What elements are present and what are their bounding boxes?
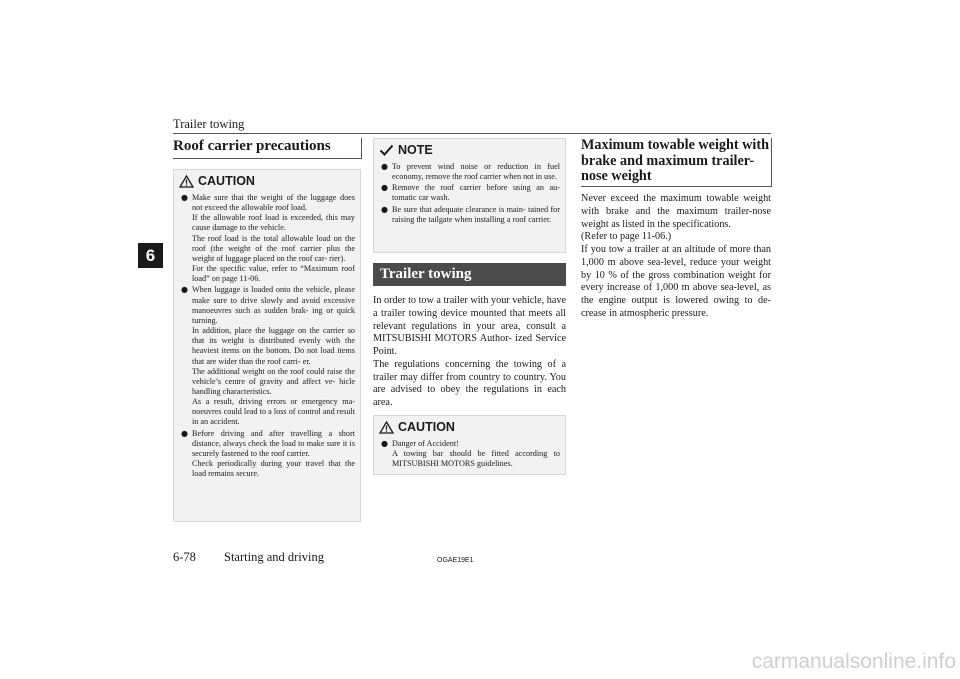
note-header [374,142,565,158]
caution-label: CAUTION [198,174,255,188]
caution-header [174,173,360,189]
caution-list [374,439,565,469]
bullet-icon: ● [381,204,388,214]
bullet-icon: ● [381,162,388,171]
item-text: Check periodically during your travel that the load remains secure. [192,459,355,479]
item-text: In addition, place the luggage on the carrier so that its weight is distributed evenly with the heaviest items on the bottom. Do not load items that are wider than the roof carri- er. [192,326,355,366]
item-text: Danger of Accident! [392,439,459,448]
document-code: OGAE19E1 [437,557,474,564]
caution-list [174,193,360,479]
paragraph: The regulations concerning the towing of a trailer may differ from country to country. You are advised to obey the regulations in each area. [373,358,566,408]
list-item [181,429,355,480]
paragraph: (Refer to page 11-06.) [581,231,672,243]
running-header: Trailer towing [173,117,245,131]
list-item [381,205,560,225]
paragraph: In order to tow a trailer with your vehicle, have a trailer towing device mounted that meets all relevant regulations in your area, consult a MITSUBISHI MOTORS Author- ized Service Point. [373,295,566,357]
list-item [381,162,560,182]
bullet-icon: ● [181,428,188,438]
item-text: Remove the roof carrier before using an au- tomatic car wash. [392,183,560,203]
trailer-towing-section-title: Trailer towing [373,263,566,286]
list-item [181,193,355,284]
note-list [374,162,565,225]
list-item [381,183,560,203]
list-item [381,439,560,469]
item-text: As a result, driving errors or emergency ma- noeuvres could lead to a loss of control and result in an accident. [192,397,355,427]
note-label: NOTE [398,143,433,157]
header-rule [173,133,771,134]
towable-weight-body [581,193,771,321]
item-text: Before driving and after travelling a short distance, always check the load to make sure it is securely fastened to the roof carrier. [192,428,355,458]
watermark: carmanualsonline.info [751,650,956,673]
roof-carrier-heading-block [173,138,362,159]
warning-icon [179,175,194,188]
towable-weight-heading: Maximum towable weight with brake and maximum trailer- nose weight [581,137,769,184]
bullet-icon: ● [181,285,188,295]
towable-weight-heading-block [581,138,772,187]
bullet-icon: ● [381,439,388,448]
paragraph: If you tow a trailer at an altitude of more than 1,000 m above sea-level, reduce your weight by 10 % of the gross combination weight for every increase of 1,000 m above sea-level, as the engine output is lowered owing to de- crease in atmospheric pressure. [581,244,771,319]
item-text: The roof load is the total allowable load on the roof (the weight of the roof carrier plus the weight of luggage placed on the roof car- rier). [192,233,355,263]
page-number: 6-78 [173,550,196,564]
list-item [181,285,355,427]
roof-carrier-caution-box [173,169,361,522]
item-text: For the specific value, refer to “Maximum roof load” on page 11-06. [192,264,355,284]
checkmark-icon [379,144,394,156]
item-text: The additional weight on the roof could raise the vehicle’s centre of gravity and affect ve- hicle handling characteristics. [192,366,355,396]
chapter-name: Starting and driving [224,550,324,564]
item-text: Be sure that adequate clearance is main- tained for raising the tailgate when installing a roof carrier. [392,204,560,224]
caution-label: CAUTION [398,420,455,434]
paragraph: Never exceed the maximum towable weight with brake and the maximum trailer-nose weight as listed in the specifications. [581,193,771,230]
towing-caution-box [373,415,566,475]
trailer-towing-body [373,295,566,410]
roof-carrier-heading: Roof carrier precautions [173,138,331,154]
chapter-tab: 6 [138,243,163,268]
warning-icon [379,421,394,434]
bullet-icon: ● [181,193,188,202]
item-text: When luggage is loaded onto the vehicle, please make sure to drive slowly and avoid excessive manoeuvres such as sudden brak- ing or quick turning. [192,285,355,325]
item-text: A towing bar should be fitted according to MITSUBISHI MOTORS guidelines. [392,449,560,469]
item-text: Make sure that the weight of the luggage does not exceed the allowable roof load. [192,193,355,213]
roof-carrier-note-box [373,138,566,253]
item-text: To prevent wind noise or reduction in fuel economy, remove the roof carrier when not in use. [392,162,560,182]
item-text: If the allowable roof load is exceeded, this may cause damage to the vehicle. [192,213,355,233]
caution-header [374,419,565,435]
bullet-icon: ● [381,183,388,193]
